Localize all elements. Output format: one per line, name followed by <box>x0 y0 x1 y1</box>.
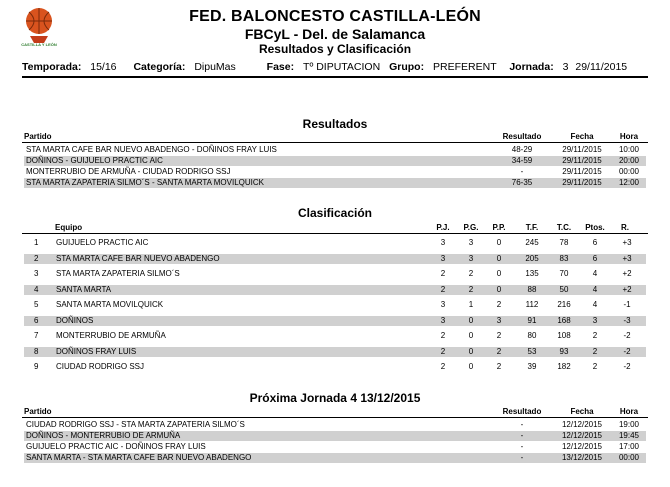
standings-tc: 216 <box>557 300 571 309</box>
standings-ptos: 4 <box>592 300 598 309</box>
temporada-label: Temporada: <box>22 61 82 73</box>
jornada-date: 29/11/2015 <box>575 61 628 73</box>
standings-position: 1 <box>34 238 39 247</box>
standings-tf: 205 <box>525 253 539 263</box>
standings-row <box>24 347 646 357</box>
match-fecha: 12/12/2015 <box>561 442 603 451</box>
standings-row <box>24 316 646 326</box>
standings-pp: 3 <box>496 315 502 325</box>
clas-header-line <box>22 233 648 234</box>
standings-position: 8 <box>34 346 39 356</box>
standings-tf: 88 <box>527 284 537 294</box>
grupo-value: PREFERENT <box>433 61 497 73</box>
standings-r: +2 <box>622 284 632 294</box>
standings-pg: 0 <box>468 362 474 371</box>
standings-pp: 2 <box>496 300 502 309</box>
standings-r: -2 <box>623 346 631 356</box>
standings-pp: 2 <box>496 331 502 340</box>
match-resultado: 76-35 <box>511 178 533 187</box>
standings-tf: 91 <box>527 315 537 325</box>
standings-pj: 3 <box>440 315 446 325</box>
match-row <box>24 431 646 441</box>
standings-r: -1 <box>623 300 631 309</box>
standings-pg: 0 <box>468 346 474 356</box>
match-hora: 20:00 <box>618 156 640 165</box>
standings-position: 9 <box>34 362 39 371</box>
standings-pj: 2 <box>440 346 446 356</box>
standings-pg: 0 <box>468 331 474 340</box>
match-resultado: - <box>520 453 524 462</box>
standings-pj: 2 <box>440 362 446 371</box>
match-row <box>24 145 646 155</box>
standings-team: SANTA MARTA MOVILQUICK <box>56 300 164 309</box>
standings-pj: 2 <box>440 331 446 340</box>
federation-title: FED. BALONCESTO CASTILLA-LEÓN <box>189 8 481 25</box>
standings-ptos: 2 <box>592 362 598 371</box>
match-row <box>24 442 646 452</box>
match-hora: 12:00 <box>618 178 640 187</box>
match-resultado: - <box>520 167 524 176</box>
prox-header-line <box>22 417 648 418</box>
match-row <box>24 420 646 430</box>
match-fecha: 12/12/2015 <box>561 431 603 440</box>
fase-label: Fase: <box>266 61 295 73</box>
match-resultado: - <box>520 431 524 440</box>
delegation-subtitle: FBCyL - Del. de Salamanca <box>244 26 426 42</box>
standings-team: MONTERRUBIO DE ARMUÑA <box>56 331 166 340</box>
grupo-label: Grupo: <box>389 61 425 73</box>
prox-header-hora: Hora <box>619 407 639 416</box>
standings-pg: 3 <box>468 253 474 263</box>
match-hora: 00:00 <box>618 453 640 462</box>
standings-team: CIUDAD RODRIGO SSJ <box>56 362 145 371</box>
standings-ptos: 2 <box>592 331 598 340</box>
standings-pp: 0 <box>496 238 502 247</box>
standings-team: DOÑINOS <box>56 315 94 325</box>
standings-r: -3 <box>623 315 631 325</box>
temporada-value: 15/16 <box>90 61 117 73</box>
standings-tc: 108 <box>557 331 571 340</box>
standings-r: +2 <box>622 269 632 278</box>
standings-row <box>24 362 646 372</box>
standings-tc: 83 <box>559 253 569 263</box>
res-header-line <box>22 142 648 143</box>
match-partido: DOÑINOS - MONTERRUBIO DE ARMUÑA <box>26 431 181 440</box>
standings-tc: 93 <box>559 346 569 356</box>
match-hora: 17:00 <box>618 442 640 451</box>
standings-r: -2 <box>623 331 631 340</box>
match-partido: CIUDAD RODRIGO SSJ - STA MARTA ZAPATERIA SILMO´S <box>26 420 245 429</box>
res-header-hora: Hora <box>619 132 639 141</box>
prox-header-fecha: Fecha <box>570 407 594 416</box>
page-heading: Resultados y Clasificación <box>258 42 412 56</box>
standings-ptos: 2 <box>592 346 598 356</box>
match-fecha: 13/12/2015 <box>561 453 603 462</box>
clas-header-tc: T.C. <box>556 223 572 232</box>
standings-pg: 1 <box>468 300 474 309</box>
match-partido: GUIJUELO PRACTIC AIC - DOÑINOS FRAY LUIS <box>26 442 206 451</box>
standings-row <box>24 269 646 279</box>
standings-row <box>24 254 646 264</box>
standings-ptos: 4 <box>592 269 598 278</box>
match-hora: 00:00 <box>618 167 640 176</box>
standings-position: 7 <box>34 331 39 340</box>
standings-pg: 2 <box>468 269 474 278</box>
standings-tc: 70 <box>559 269 569 278</box>
match-hora: 19:00 <box>618 420 640 429</box>
match-resultado: - <box>520 420 524 429</box>
match-row <box>24 156 646 166</box>
standings-pp: 0 <box>496 253 502 263</box>
match-fecha: 29/11/2015 <box>562 145 602 154</box>
match-resultado: 48-29 <box>511 145 533 154</box>
standings-tf: 80 <box>527 331 537 340</box>
standings-r: -2 <box>623 362 631 371</box>
standings-ptos: 6 <box>592 238 598 247</box>
standings-pg: 3 <box>468 238 474 247</box>
standings-pj: 3 <box>440 238 446 247</box>
standings-row <box>24 238 646 248</box>
standings-team: STA MARTA CAFE BAR NUEVO ABADENGO <box>56 253 220 263</box>
standings-tc: 168 <box>557 315 571 325</box>
standings-pj: 2 <box>440 269 446 278</box>
standings-pj: 3 <box>440 253 446 263</box>
match-fecha: 12/12/2015 <box>561 420 603 429</box>
fase-value: Tº DIPUTACION <box>303 61 381 73</box>
match-row <box>24 453 646 463</box>
match-hora: 19:45 <box>618 431 640 440</box>
prox-header-partido: Partido <box>24 407 52 416</box>
standings-tf: 245 <box>525 238 539 247</box>
standings-pp: 0 <box>496 284 502 294</box>
match-partido: STA MARTA CAFE BAR NUEVO ABADENGO - DOÑINOS FRAY LUIS <box>26 145 277 154</box>
standings-team: STA MARTA ZAPATERIA SILMO´S <box>56 269 180 278</box>
standings-ptos: 4 <box>592 284 598 294</box>
standings-tc: 50 <box>559 284 569 294</box>
proxima-title: Próxima Jornada 4 13/12/2015 <box>249 391 421 405</box>
clas-header-pg: P.G. <box>463 223 479 232</box>
prox-header-resultado: Resultado <box>502 407 542 416</box>
clas-header-pj: P.J. <box>436 223 450 232</box>
meta-divider <box>22 76 648 78</box>
res-header-resultado: Resultado <box>502 132 542 141</box>
standings-position: 6 <box>34 315 39 325</box>
standings-position: 4 <box>34 284 39 294</box>
standings-row <box>24 285 646 295</box>
standings-team: DOÑINOS FRAY LUIS <box>56 346 137 356</box>
clas-header-pp: P.P. <box>492 223 506 232</box>
categoria-value: DipuMas <box>194 61 236 73</box>
standings-team: SANTA MARTA <box>56 284 112 294</box>
standings-ptos: 6 <box>592 253 598 263</box>
match-resultado: 34-59 <box>511 156 533 165</box>
meta-row <box>22 61 648 73</box>
match-row <box>24 167 646 177</box>
match-fecha: 29/11/2015 <box>562 156 602 165</box>
match-partido: DOÑINOS - GUIJUELO PRACTIC AIC <box>26 156 163 165</box>
standings-pj: 3 <box>440 300 446 309</box>
match-fecha: 29/11/2015 <box>562 178 602 187</box>
standings-pp: 0 <box>496 269 502 278</box>
jornada-label: Jornada: <box>509 61 554 73</box>
match-partido: MONTERRUBIO DE ARMUÑA - CIUDAD RODRIGO SSJ <box>26 167 231 176</box>
standings-pp: 2 <box>496 346 502 356</box>
jornada-value: 3 <box>562 61 569 73</box>
res-header-fecha: Fecha <box>570 132 594 141</box>
match-hora: 10:00 <box>618 145 640 154</box>
standings-tf: 112 <box>525 300 539 309</box>
standings-position: 5 <box>34 300 39 309</box>
clas-header-ptos: Ptos. <box>585 223 605 232</box>
clas-header-equipo: Equipo <box>55 223 83 232</box>
standings-position: 3 <box>34 269 39 278</box>
standings-tf: 39 <box>527 362 537 371</box>
standings-pg: 0 <box>468 315 474 325</box>
standings-pj: 2 <box>440 284 446 294</box>
standings-tc: 78 <box>559 238 569 247</box>
clas-header-tf: T.F. <box>525 223 539 232</box>
standings-r: +3 <box>622 253 632 263</box>
logo-text: CASTILLA Y LEÓN <box>21 42 57 47</box>
standings-r: +3 <box>622 238 632 247</box>
standings-ptos: 3 <box>592 315 598 325</box>
standings-team: GUIJUELO PRACTIC AIC <box>56 238 149 247</box>
clas-header-r: R. <box>621 223 629 232</box>
match-fecha: 29/11/2015 <box>562 167 602 176</box>
match-partido: STA MARTA ZAPATERIA SILMO´S - SANTA MARTA MOVILQUICK <box>26 178 264 187</box>
match-resultado: - <box>520 442 524 451</box>
standings-pp: 2 <box>496 362 502 371</box>
standings-pg: 2 <box>468 284 474 294</box>
standings-tc: 182 <box>557 362 571 371</box>
standings-tf: 53 <box>527 346 537 356</box>
standings-row <box>24 331 646 341</box>
standings-row <box>24 300 646 310</box>
clasificacion-title: Clasificación <box>297 206 373 220</box>
match-row <box>24 178 646 188</box>
categoria-label: Categoría: <box>133 61 186 73</box>
res-header-partido: Partido <box>24 132 52 141</box>
standings-position: 2 <box>34 253 39 263</box>
match-partido: SANTA MARTA - STA MARTA CAFE BAR NUEVO ABADENGO <box>26 453 252 462</box>
standings-tf: 135 <box>525 269 539 278</box>
resultados-title: Resultados <box>302 117 368 131</box>
